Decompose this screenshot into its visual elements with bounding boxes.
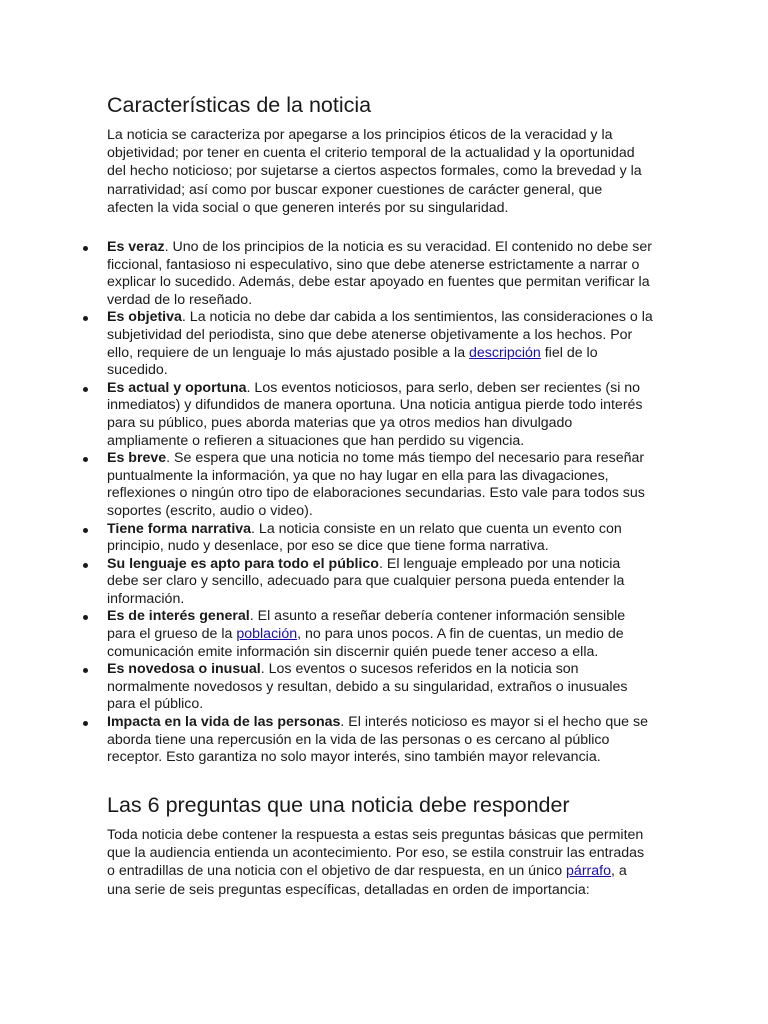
- item-text: . La noticia no debe dar cabida a los sentimientos, las consideraciones o la subjetividad del periodista, sino que debe atenerse objetivamente a los hechos. Por ello, requiere de un lenguaje lo más ajustado posible a la: [107, 309, 653, 361]
- item-text: . Los eventos o sucesos referidos en la noticia son normalmente novedosos y resultan, debido a su singularidad, extraños o inusuales para el público.: [107, 661, 628, 713]
- bullet-icon: [83, 246, 88, 251]
- item-text: . El lenguaje empleado por una noticia debe ser claro y sencillo, adecuado para que cualquier persona pueda entender la información.: [107, 555, 625, 607]
- bullet-icon: [83, 528, 88, 533]
- item-term: Es veraz: [107, 239, 165, 255]
- item-text: , no para unos pocos. A fin de cuentas, un medio de comunicación emite información sin discernir quién puede tener acceso a ella.: [107, 626, 624, 660]
- list-item: [107, 661, 655, 714]
- section-heading-caracteristicas: Características de la noticia: [107, 93, 372, 117]
- parrafo-link[interactable]: párrafo: [566, 863, 611, 880]
- section-heading-preguntas: Las 6 preguntas que una noticia debe responder: [107, 793, 570, 817]
- descripcion-link[interactable]: descripción: [469, 344, 541, 361]
- item-text: . El interés noticioso es mayor si el hecho que se aborda tiene una repercusión en la vida de las personas o es cercano al público receptor. Esto garantiza no solo mayor interés, sino también mayor relevancia.: [107, 714, 648, 766]
- characteristics-list: [107, 239, 655, 767]
- bullet-icon: [83, 387, 88, 392]
- list-item: [107, 521, 655, 556]
- item-text: . Los eventos noticiosos, para serlo, deben ser recientes (si no inmediatos) y difundidos de manera oportuna. Una noticia antigua pierde todo interés para su público, pues aborda materias que ya otros medios han divulgado ampliamente o refieren a situaciones que han perdido su vigencia.: [107, 379, 643, 449]
- item-text: . La noticia consiste en un relato que cuenta un evento con principio, nudo y desenlace, por eso se dice que tiene forma narrativa.: [107, 520, 622, 555]
- preguntas-paragraph: [107, 826, 652, 899]
- item-term: Es novedosa o inusual: [107, 661, 261, 678]
- item-term: Su lenguaje es apto para todo el público: [107, 555, 379, 572]
- bullet-icon: [83, 721, 88, 726]
- item-text: . El asunto a reseñar debería contener información sensible para el grueso de la: [107, 608, 626, 643]
- item-term: Impacta en la vida de las personas: [107, 714, 341, 731]
- item-term: Es objetiva: [107, 309, 182, 326]
- item-term: Tiene forma narrativa: [107, 520, 252, 537]
- list-item: [107, 608, 655, 661]
- bullet-icon: [83, 563, 88, 568]
- poblacion-link[interactable]: población: [236, 626, 298, 643]
- list-item: [107, 239, 655, 309]
- paragraph-text: Toda noticia debe contener la respuesta a estas seis preguntas básicas que permiten que la audiencia entienda un acontecimiento. Por eso, se estila construir las entradas o entradillas de una noticia con el objetivo de dar respuesta, en un único: [107, 827, 645, 880]
- item-text: . Uno de los principios de la noticia es su veracidad. El contenido no debe ser ficcional, fantasioso ni especulativo, sino que debe atenerse estrictamente a narrar o explicar lo sucedido. Además, debe estar apoyado en fuentes que permitan verificar la verdad de lo reseñado.: [107, 239, 652, 308]
- list-item: [107, 309, 655, 379]
- item-term: Es breve: [107, 450, 167, 467]
- item-text: fiel de lo sucedido.: [107, 344, 598, 379]
- bullet-icon: [83, 457, 88, 462]
- list-item: [107, 380, 655, 450]
- bullet-icon: [83, 668, 88, 673]
- list-item: [107, 714, 655, 767]
- list-item: [107, 450, 655, 520]
- item-term: Es actual y oportuna: [107, 379, 247, 396]
- paragraph-text: , a una serie de seis preguntas específicas, detalladas en orden de importancia:: [107, 863, 627, 898]
- item-text: . Se espera que una noticia no tome más tiempo del necesario para reseñar puntualmente la información, ya que no hay lugar en ella para las divagaciones, reflexiones o ningún otro tipo de elaboraciones secundarias. Esto vale para todos sus soportes (escrito, audio o video).: [107, 450, 645, 519]
- bullet-icon: [83, 615, 88, 620]
- bullet-icon: [83, 316, 88, 321]
- list-item: [107, 556, 655, 609]
- intro-paragraph: La noticia se caracteriza por apegarse a los principios éticos de la veracidad y la objetividad; por tener en cuenta el criterio temporal de la actualidad y la oportunidad del hecho noticioso; por sujetarse a ciertos aspectos formales, como la brevedad y la narratividad; así como por buscar exponer cuestiones de carácter general, que afecten la vida social o que generen interés por su singularidad.: [107, 127, 642, 216]
- item-term: Es de interés general: [107, 608, 250, 625]
